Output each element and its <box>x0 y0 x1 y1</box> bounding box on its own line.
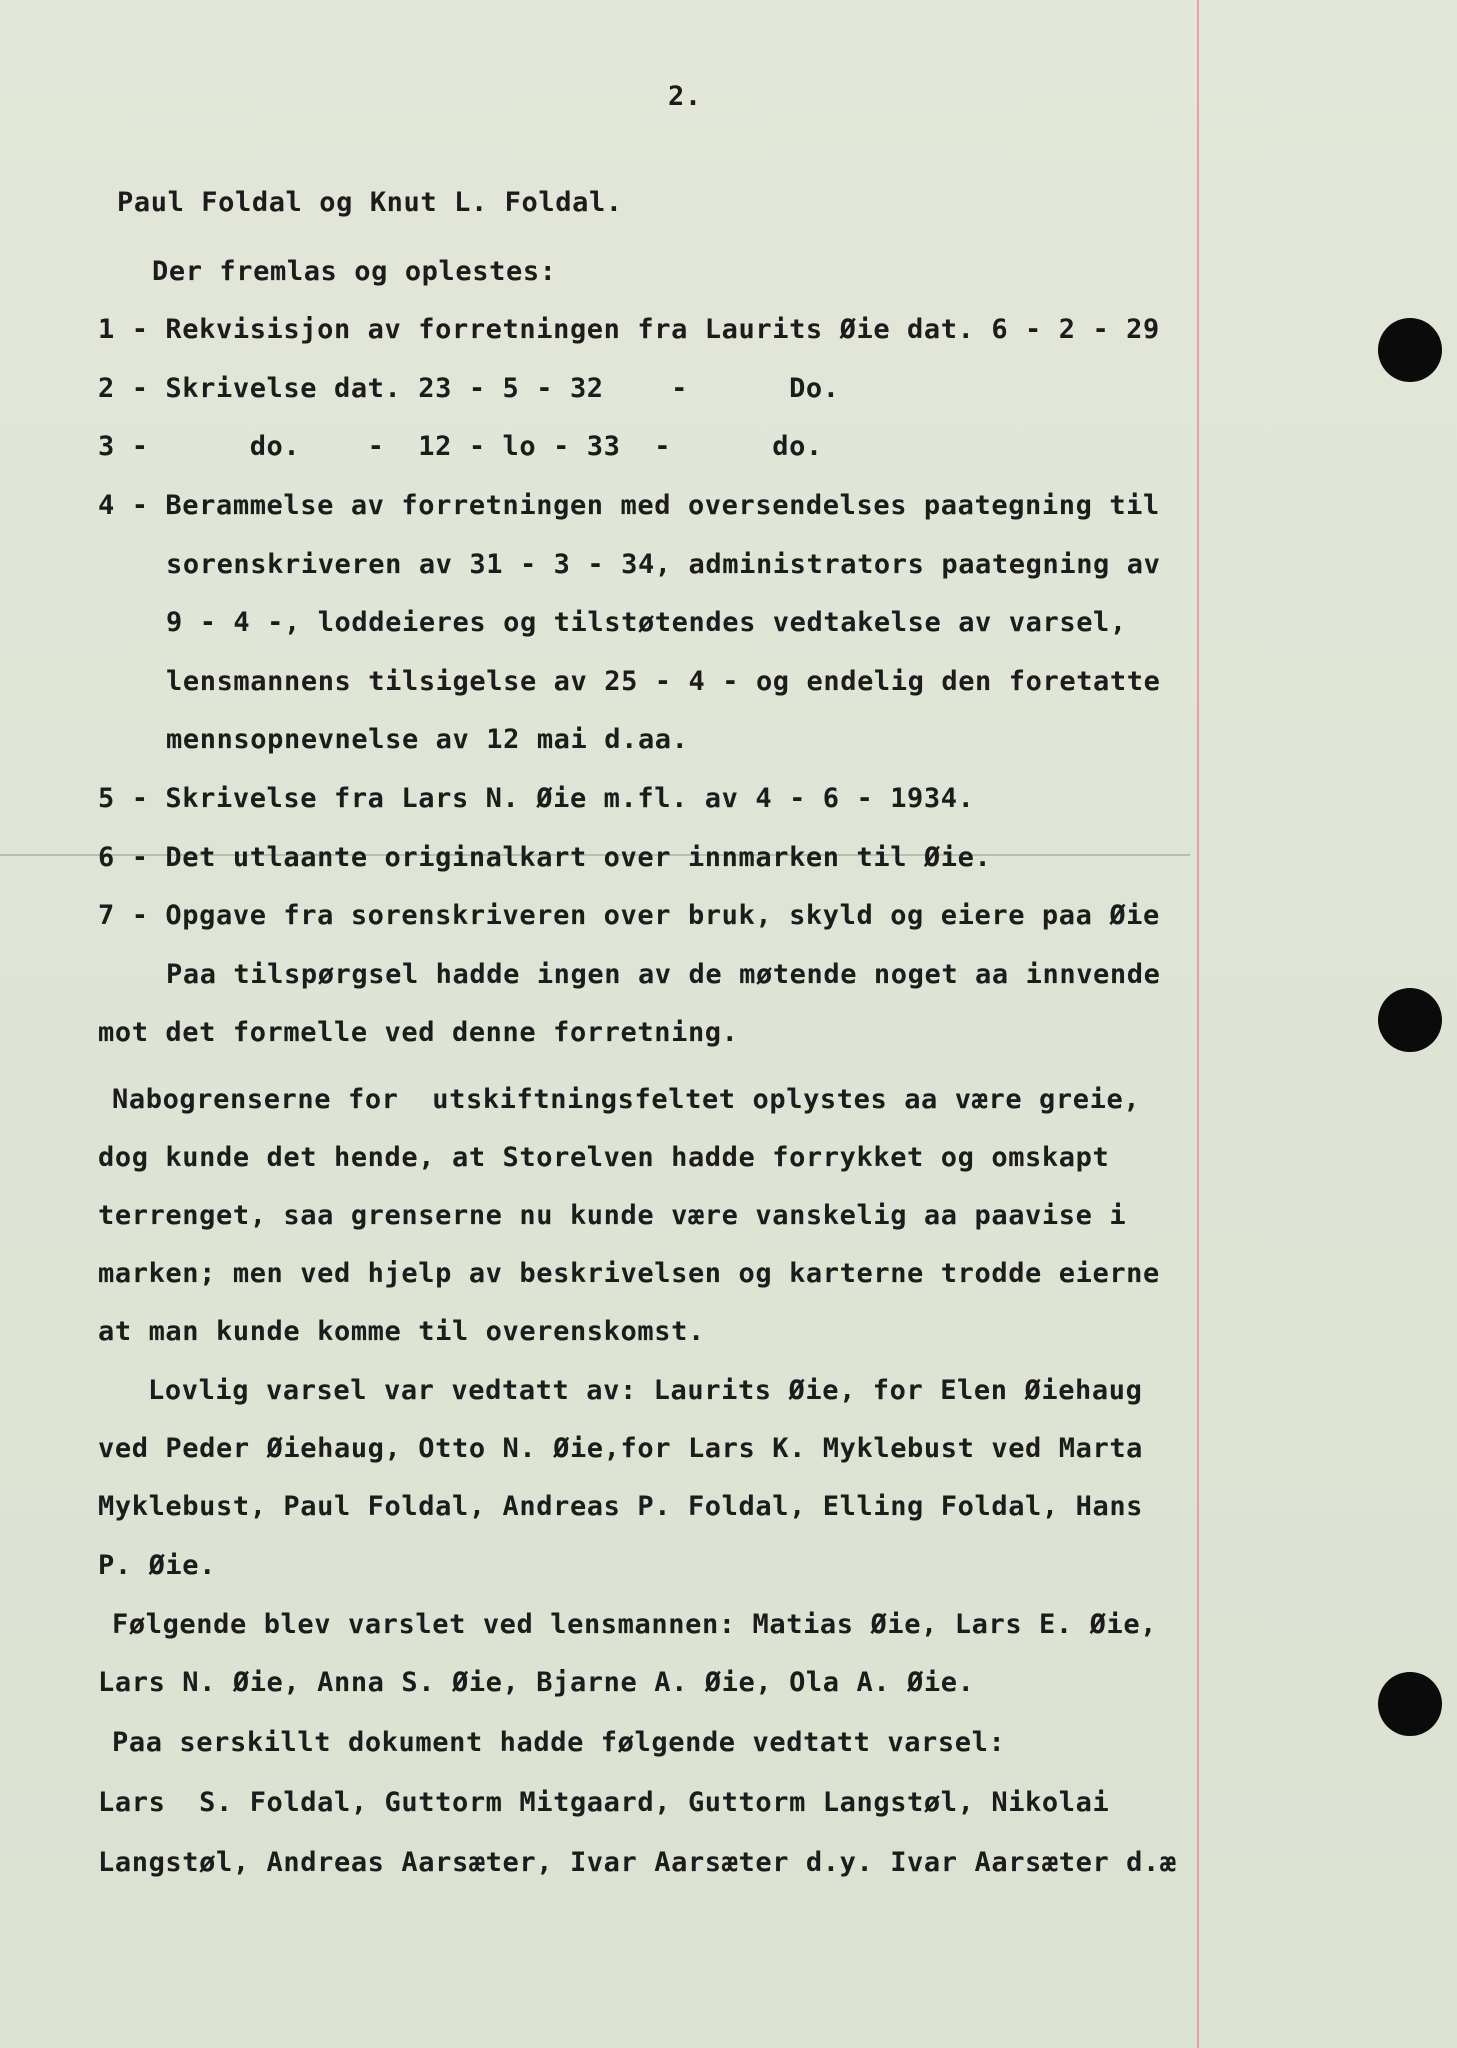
text-line: sorenskriveren av 31 - 3 - 34, administrators paategning av <box>166 549 1161 580</box>
text-line: Følgende blev varslet ved lensmannen: Matias Øie, Lars E. Øie, <box>112 1609 1158 1640</box>
page-number: 2. <box>668 81 702 112</box>
text-line: 5 - Skrivelse fra Lars N. Øie m.fl. av 4 - 6 - 1934. <box>98 783 975 814</box>
text-line: at man kunde komme til overenskomst. <box>98 1316 705 1347</box>
text-line: 4 - Berammelse av forretningen med oversendelses paategning til <box>98 490 1160 521</box>
text-line: terrenget, saa grenserne nu kunde være vanskelig aa paavise i <box>98 1200 1127 1231</box>
text-line: Lars N. Øie, Anna S. Øie, Bjarne A. Øie, Ola A. Øie. <box>98 1667 975 1698</box>
text-line: mot det formelle ved denne forretning. <box>98 1017 739 1048</box>
margin-rule <box>1197 0 1199 2048</box>
text-line: dog kunde det hende, at Storelven hadde forrykket og omskapt <box>98 1142 1110 1173</box>
text-line: Nabogrenserne for utskiftningsfeltet oplystes aa være greie, <box>112 1084 1141 1115</box>
text-line: Lars S. Foldal, Guttorm Mitgaard, Guttorm Langstøl, Nikolai <box>98 1787 1110 1818</box>
text-line: Lovlig varsel var vedtatt av: Laurits Øie, for Elen Øiehaug <box>148 1375 1143 1406</box>
text-line: Paa serskillt dokument hadde følgende vedtatt varsel: <box>112 1727 1006 1758</box>
text-line: lensmannens tilsigelse av 25 - 4 - og endelig den foretatte <box>166 666 1161 697</box>
text-line: mennsopnevnelse av 12 mai d.aa. <box>166 724 689 755</box>
text-line: 6 - Det utlaante originalkart over innmarken til Øie. <box>98 842 992 873</box>
text-line: 9 - 4 -, loddeieres og tilstøtendes vedtakelse av varsel, <box>166 607 1127 638</box>
text-line: 1 - Rekvisisjon av forretningen fra Laurits Øie dat. 6 - 2 - 29 <box>98 314 1160 345</box>
text-line: 3 - do. - 12 - lo - 33 - do. <box>98 431 823 462</box>
text-line: marken; men ved hjelp av beskrivelsen og karterne trodde eierne <box>98 1258 1160 1289</box>
text-line: P. Øie. <box>98 1550 216 1581</box>
punch-hole <box>1378 1672 1442 1736</box>
punch-hole <box>1378 318 1442 382</box>
punch-hole <box>1378 988 1442 1052</box>
text-line: Paul Foldal og Knut L. Foldal. <box>117 187 623 218</box>
text-line: Paa tilspørgsel hadde ingen av de møtende noget aa innvende <box>166 959 1161 990</box>
text-line: 2 - Skrivelse dat. 23 - 5 - 32 - Do. <box>98 373 840 404</box>
text-line: Der fremlas og oplestes: <box>152 256 557 287</box>
text-line: 7 - Opgave fra sorenskriveren over bruk, skyld og eiere paa Øie <box>98 900 1160 931</box>
text-line: ved Peder Øiehaug, Otto N. Øie,for Lars K. Myklebust ved Marta <box>98 1433 1144 1464</box>
text-line: Langstøl, Andreas Aarsæter, Ivar Aarsæter d.y. Ivar Aarsæter d.æ <box>98 1847 1177 1878</box>
text-line: Myklebust, Paul Foldal, Andreas P. Foldal, Elling Foldal, Hans <box>98 1491 1144 1522</box>
